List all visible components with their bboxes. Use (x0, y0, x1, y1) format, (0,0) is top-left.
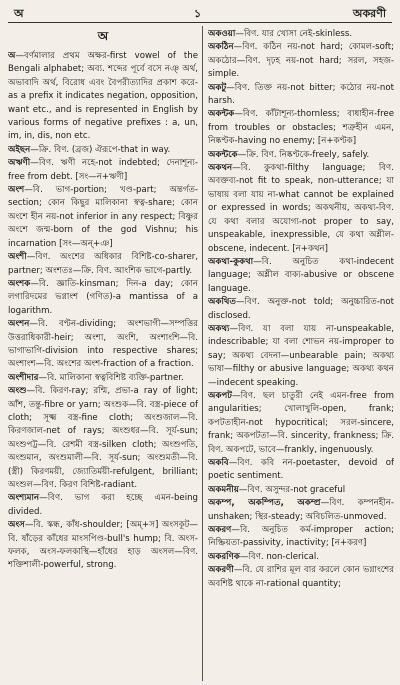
dictionary-entry (208, 497, 394, 524)
header-rule (8, 22, 392, 23)
headword: অংশক (8, 278, 31, 289)
dictionary-entry (208, 457, 394, 484)
definition: —বিণ. ছল চাতুরী নেই এমন-free from angularities; খোলাখুলি-open, frank; কপটতাহীন-not hypocritical; সরল-sincere, frank; অকপটতা—বি. sincerity, frankness; ক্রি. বিণ. অকপটে, ভাবে—frankly, ingenuously. (208, 390, 394, 455)
headword: অংশী (8, 252, 27, 263)
header-left-guide-word: অ (14, 7, 24, 20)
definition: —বিণ. ভাগ করা হচ্ছে এমন-being divided. (8, 493, 198, 517)
definition: —বিণ. কঠিন নয়-not hard; কোমল-soft; অকঠোর—বিণ. দৃঢ়হ নয়-not hard; সরল, সহজ-simple. (208, 42, 394, 80)
headword: অইছন (8, 144, 31, 155)
dictionary-entry (208, 551, 394, 564)
definition: —বি. স্কন্ধ, কাঁধ-shoulder; [অম্+স] অংসকূট—বি. ষাঁড়ের কাঁধের মাংসপিণ্ড-bull's hump; বি. অংস-ফলক, অংস-ফলকাস্থি—হাঁধের হাড় অংসল—বিণ. শক্তিশালী-powerful, strong. (8, 520, 198, 571)
headword: অকরণিক (208, 551, 240, 562)
definition: —বিণ. ঋণী নহে-not indebted; দেনাশূন্য-free from debt. [সং—ন+ঋণী] (8, 158, 198, 182)
dictionary-entry (208, 82, 394, 109)
headword: অকটু (208, 82, 227, 93)
dictionary-entry (8, 184, 198, 251)
definition: —বিণ. তিক্ত নয়-not bitter; কঠোর নয়-not harsh. (208, 82, 394, 107)
definition: —বিণ. যার খোসা নেই-skinless. (235, 29, 353, 39)
dictionary-entry (208, 149, 394, 162)
definition: —ক্রি. বিণ. (ব্রজ) ঐরূপে-that in way. (30, 144, 171, 155)
headword: অংশু (8, 386, 27, 397)
headword: অংশন (8, 319, 30, 330)
page-number: ১ (194, 7, 202, 20)
headword: অঋণী (8, 158, 31, 169)
headword: অংশ্যমান (8, 493, 40, 504)
definition: —বিণ. অসুন্দর-not graceful (238, 484, 346, 495)
dictionary-entry (208, 28, 394, 41)
definition: —বি. মালিকানা স্বত্ববিশিষ্ট ব্যক্তি-partner. (38, 372, 184, 383)
headword: অকরণী (208, 565, 234, 576)
dictionary-entry (8, 251, 198, 278)
definition: —বি. অনুচিত কথা-indecent language; অশ্লীল বাক্য-abusive or obscene language. (208, 256, 394, 294)
headword: অকথা-কুকথা (208, 256, 254, 267)
definition: —বি. ভাগ-portion; খণ্ড-part; অন্তর্গত-section; কোন কিছুর মালিকানা স্বত্ব-share; কোন অংশে হীন নয়-not inferior in any respect; বিষ্ণুর অংশে জন্ম-born of the god Vishnu; his incarnation [সং—অন্+ঞ] (8, 185, 198, 249)
dictionary-entry (208, 162, 394, 256)
dictionary-entry (8, 50, 198, 144)
header-right-guide-word: অকরণী (352, 7, 386, 20)
headword: অকথিত (208, 297, 236, 308)
headword: অংশ (8, 185, 25, 196)
headword: অকন্টকে (208, 149, 238, 160)
headword: অংশীদার (8, 372, 39, 383)
definition: —বর্ণমালার প্রথম অক্ষর-first vowel of the Bengali alphabet; অব্য. শব্দের পূর্বে বসে নঞ্ অর্থ, অভাবাদি অর্থ, বিরোধ এবং বৈপরীত্যাদির প্রকাশ করে-as a prefix it indicates negation, opposition, want etc., and is represented in English by various forms of negative prefixes : a, un, im, in, dis, non etc. (8, 51, 198, 142)
headword: অকম্প, অকম্পিত, অকম্প্র (208, 498, 321, 509)
dictionary-entry (208, 323, 394, 390)
headword: অকরণ (208, 525, 232, 536)
dictionary-entry (208, 108, 394, 148)
dictionary-entry (8, 318, 198, 372)
page-header (0, 0, 400, 22)
dictionary-entry (208, 524, 394, 551)
definition: —বিণ. কম্পনহীন-unshaken; স্থির-steady; অবিচলিত-unmoved. (208, 498, 394, 522)
dictionary-entry (208, 296, 394, 323)
headword: অকন্টক (208, 109, 235, 120)
definition: —বি. বণ্টন-dividing; অংশভাগী—সম্পত্তির উত্তরাধিকারী-heir; অংশা, অংশি, অংশাংশি—বি. ভাগাভাগি-division into respective shares; অংশাংশ—বি. অংশের অংশ-fraction of a fraction. (8, 319, 198, 370)
dictionary-entry (8, 492, 198, 519)
dictionary-entry (208, 390, 394, 457)
definition: —বিণ. কাঁটাশূন্য-thornless; বাধাহীন-free from troubles or obstacles; শত্রুহীন এমন, নিষ্কণ্টক-having no enemy; [ন+কণ্টক] (208, 109, 394, 147)
definition: —বিণ. অংশের অধিকার বিশিষ্ট-co-sharer, partner; অংশতঃ—ক্রি. বিণ. আংশিক ভাগে-partly. (8, 252, 198, 276)
dictionary-entry (208, 484, 394, 497)
headword: অকঠিন (208, 42, 234, 53)
definition: —বি. অনুচিত কর্ম-improper action; নিষ্ক্রিয়তা-passivity, inactivity; [ন+করণ] (208, 525, 394, 549)
definition: —বি. কিরণ-ray; রশ্মি, প্রভা-a ray of light; আঁশ, তন্তু-fibre or yarn; অংশুক—বি. বস্ত্র-piece of cloth; সূক্ষ্ম বস্ত্র-fine cloth; অংশুজাল—বি. কিরণজাল-net of rays; অংশুধর—বি. সূর্য-sun; অংশুপট্ট—বি. রেশমী বস্ত্র-silken cloth; অংশুপতি, অংশুমান, অংশুমালী—বি. সূর্য-sun; অংশুমতী—বি. (স্ত্রী) কিরণময়ী, জ্যোতির্ময়ী-refulgent, brilliant; অংশুল—বিণ. কিরণ বিশিষ্ট-radiant. (8, 386, 198, 490)
definition: —বি. যে রাশির মূল বার করলে কোন ভগ্নাংশের অবশিষ্ট থাকে না-rational quantity; (208, 565, 394, 589)
headword: অকওয়া (208, 29, 236, 39)
headword: অকবি (208, 458, 229, 468)
definition: —বিণ. অনুক্ত-not told; অনুচ্চারিত-not disclosed. (208, 297, 394, 321)
right-column (208, 28, 394, 683)
dictionary-entry (208, 41, 394, 81)
definition: —বিণ. কবি নন-poetaster, devoid of poetic sentiment. (208, 458, 394, 482)
left-column (8, 28, 198, 683)
section-letter: অ (97, 29, 109, 43)
headword: অকপট (208, 390, 232, 401)
dictionary-entry (8, 372, 198, 385)
dictionary-entry (8, 157, 198, 184)
dictionary-entry (8, 144, 198, 157)
definition: —বিণ. non-clerical. (239, 551, 320, 562)
dictionary-entry (8, 385, 198, 492)
headword: অ (8, 51, 16, 61)
definition: —ক্রি. বিণ. নিষ্কণ্টকে-freely, safely. (237, 149, 370, 160)
column-divider (202, 26, 203, 681)
headword: অকথ্য (208, 323, 230, 334)
dictionary-entry (208, 564, 394, 591)
definition: —বিণ. যা বলা যায় না-unspeakable, indescribable; যা বলা শোভন নয়-improper to say; অকথ্য বেদনা—unbearable pain; অকথ্য ভাষা—filthy or abusive language; অকথ্য কথন—indecent speaking. (208, 323, 394, 388)
dictionary-entry (8, 519, 198, 573)
headword: অকমনীয় (208, 484, 239, 495)
definition: —বি. কুকথা-filthy language; বিণ. অবক্তব্য-not fit to speak, non-utterance; যা ভাষায় বলা যায় না-what cannot be explained or expressed in words; অকথনীয়, অকথ্য-বিণ. যে কথা বলার অযোগ্য-not proper to say, unspeakable, inexpressible, যে কথা অশ্লীল-obscene, indecent. [ন+কথন] (208, 163, 394, 254)
definition: —বি. জ্ঞাতি-kinsman; দিন-a day; কোন লগারিদমের ভগ্নাংশ (গণিত)-a mantissa of a logarithm. (8, 278, 198, 316)
dictionary-entry (208, 256, 394, 296)
headword: অংস (8, 520, 25, 531)
dictionary-entry (8, 278, 198, 318)
headword: অকথন (208, 163, 233, 174)
